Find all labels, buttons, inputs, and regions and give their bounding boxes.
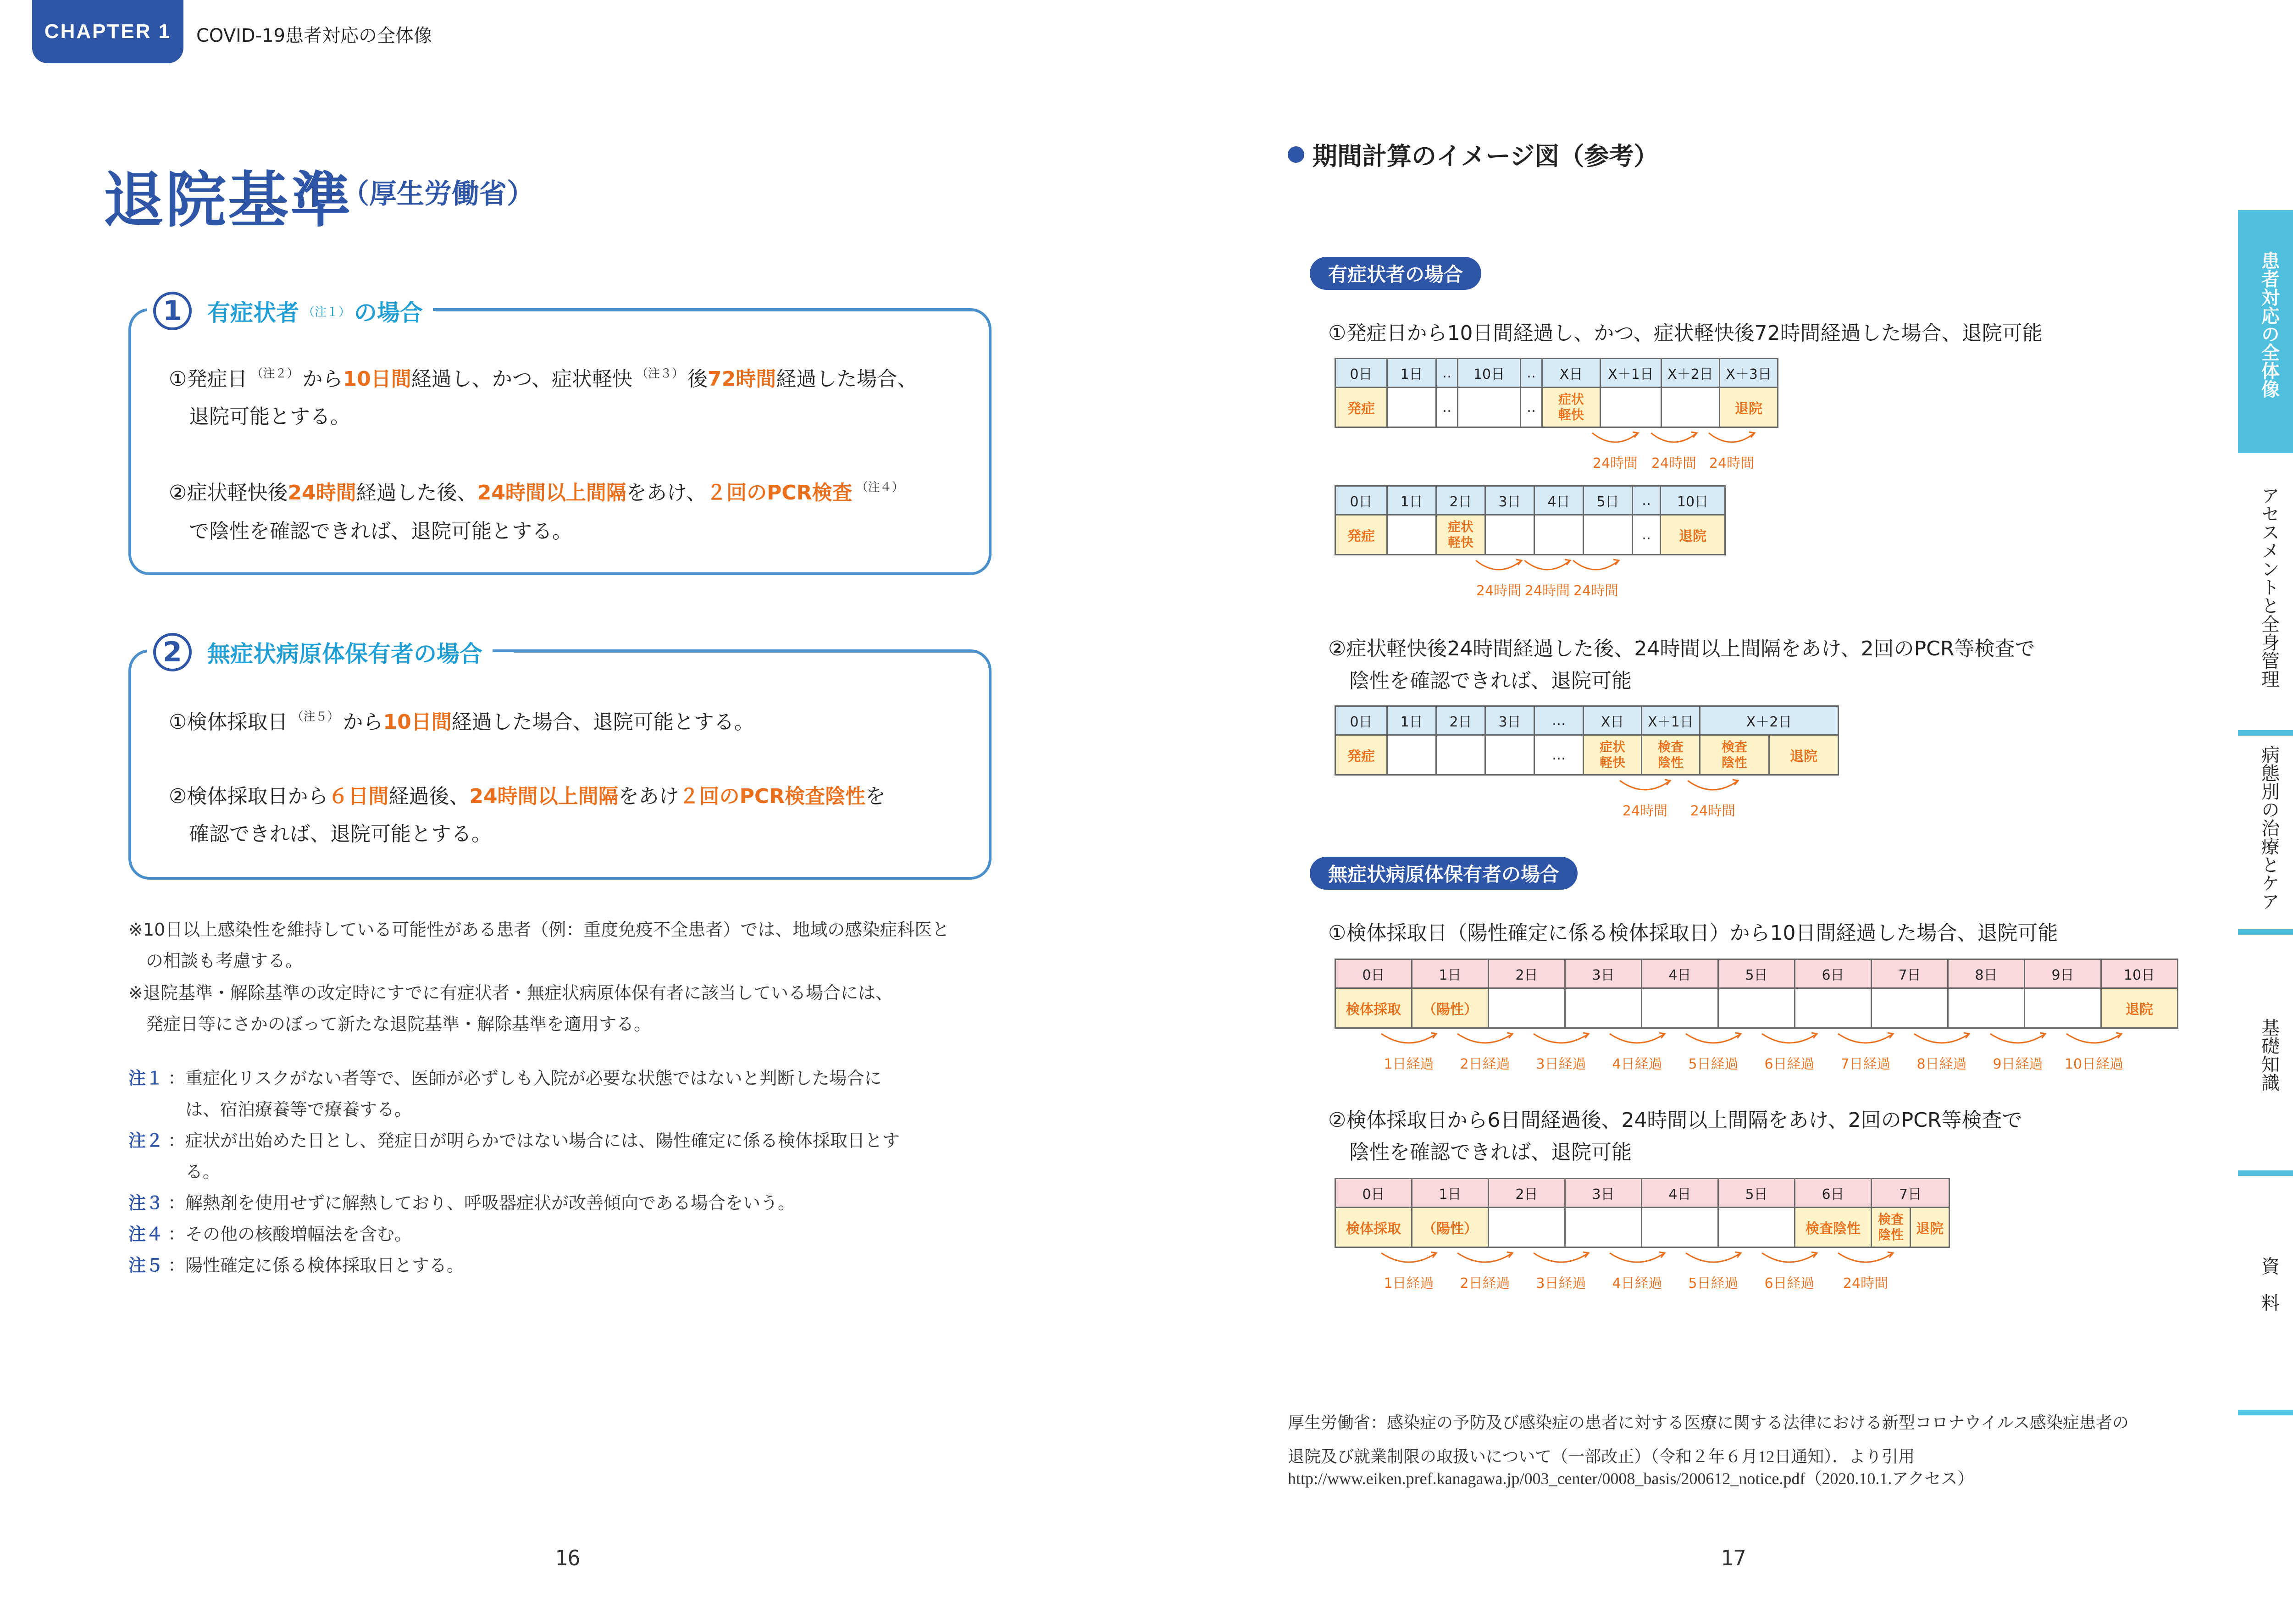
day-header-cell: 10日 [1661, 486, 1725, 515]
footnote-text: ：症状が出始めた日とし、発症日が明らかではない場合には、陽性確定に係る検体採取日とす [168, 1131, 900, 1151]
side-tab-basics[interactable] [2238, 972, 2293, 1156]
event-cell [1534, 515, 1584, 555]
event-cell [1436, 735, 1485, 775]
footnote-line [128, 1064, 991, 1095]
side-tab-label: 患者対応の全体像 [2258, 251, 2280, 398]
body-text: をあけ、 [626, 481, 707, 504]
day-header-cell: 4日 [1534, 486, 1584, 515]
interval-arc [1381, 1253, 1436, 1262]
interval-label: 3日経過 [1536, 1056, 1586, 1072]
side-tab-overview[interactable] [2238, 210, 2293, 453]
day-header-cell: X＋2日 [1662, 359, 1720, 388]
event-cell [1584, 515, 1633, 555]
event-cell [1489, 988, 1565, 1028]
symptomatic-case2-title-b: 陰性を確認できれば、退院可能 [1349, 669, 1632, 693]
body-text: 経過した場合、退院可能とする。 [451, 710, 754, 734]
highlight-text: ２回のPCR検査陰性 [679, 785, 866, 808]
interval-label: 24時間 [1592, 455, 1638, 471]
day-header-cell: ‥ [1521, 359, 1542, 388]
interval-label: 2日経過 [1460, 1056, 1510, 1072]
footnote-label: 注５ [128, 1255, 164, 1275]
highlight-text: 72時間 [707, 367, 776, 391]
event-cell [2025, 988, 2101, 1028]
diagram-heading-text: 期間計算のイメージ図（参考） [1313, 142, 1659, 171]
event-cell: 検体採取 [1335, 1208, 1412, 1247]
event-cell: ‥ [1521, 388, 1542, 427]
timeline-table-4 [1335, 959, 2178, 1029]
page-number-right: 17 [1721, 1546, 1746, 1570]
event-cell: 発症 [1335, 515, 1387, 555]
asymptomatic-pill: 無症状病原体保有者の場合 [1310, 857, 1578, 890]
interval-label: 6日経過 [1764, 1056, 1815, 1072]
interval-label: 7日経過 [1840, 1056, 1891, 1072]
body-text: を [865, 785, 886, 808]
remark-line: の相談も考慮する。 [128, 951, 303, 971]
highlight-text: 24時間以上間隔 [477, 481, 626, 504]
symptomatic-case1-title: ①発症日から10日間経過し、かつ、症状軽快後72時間経過した場合、退院可能 [1328, 321, 2043, 345]
footnote-line [128, 1220, 991, 1251]
box2-header [147, 629, 493, 675]
day-header-cell: 4日 [1642, 959, 1718, 988]
interval-arc [1838, 1034, 1893, 1043]
event-cell: 退院 [1911, 1208, 1950, 1247]
day-header-cell: 5日 [1718, 1179, 1795, 1208]
day-header-cell: X日 [1584, 706, 1642, 735]
interval-label: 6日経過 [1764, 1275, 1815, 1291]
box1-title-b: の場合 [354, 299, 423, 326]
day-header-cell: ‥ [1633, 486, 1661, 515]
highlight-text: ６日間 [328, 785, 389, 808]
footnote-line [128, 1158, 991, 1189]
day-header-cell: 7日 [1872, 959, 1948, 988]
footnote-line [128, 1126, 991, 1158]
timeline-table-2 [1335, 485, 1726, 555]
side-tab-label: 病態別の治療とケア [2258, 745, 2280, 910]
event-cell [1565, 1208, 1642, 1247]
day-header-cell: 6日 [1795, 1179, 1872, 1208]
footnote-text: ：重症化リスクがない者等で、医師が必ずしも入院が必要な状態ではないと判断した場合に [168, 1068, 882, 1088]
day-header-cell: 0日 [1335, 486, 1387, 515]
body-text: 経過し、かつ、症状軽快 [411, 367, 632, 391]
interval-label: 24時間 [1843, 1275, 1889, 1291]
event-cell [1458, 388, 1521, 427]
side-tab-assessment[interactable] [2238, 477, 2293, 693]
event-cell: 症状 軽快 [1584, 735, 1642, 775]
footnote-text: ：解熱剤を使用せずに解熱しており、呼吸器症状が改善傾向である場合をいう。 [168, 1193, 796, 1213]
day-header-cell: 8日 [1948, 959, 2025, 988]
day-header-cell: 1日 [1387, 706, 1436, 735]
interval-arc [1651, 433, 1697, 442]
interval-label: 24時間 [1524, 583, 1570, 599]
diagram-heading [1288, 137, 1658, 172]
timeline-table-3 [1335, 705, 1839, 776]
event-cell: 発症 [1335, 388, 1387, 427]
interval-arcs-5 [1330, 1251, 1972, 1302]
day-header-cell: 5日 [1718, 959, 1795, 988]
interval-arcs-3 [1330, 779, 1880, 829]
page-subtitle: （厚生労働省） [342, 178, 534, 210]
body-text: ②検体採取日から [169, 785, 328, 808]
side-tab-label: 基礎知識 [2258, 1018, 2280, 1092]
event-cell: 検査陰性 [1795, 1208, 1872, 1247]
interval-arc [1686, 1253, 1741, 1262]
interval-label: 8日経過 [1916, 1056, 1967, 1072]
interval-label: 1日経過 [1384, 1275, 1434, 1291]
event-cell [1485, 515, 1534, 555]
box2-line-3 [169, 780, 886, 809]
day-header-cell: X日 [1542, 359, 1601, 388]
chapter-tab: CHAPTER 1 [32, 0, 183, 63]
event-cell [1662, 388, 1720, 427]
event-cell: ‥ [1436, 388, 1458, 427]
day-header-cell: 9日 [2025, 959, 2101, 988]
side-tab-disease-care[interactable] [2238, 738, 2293, 940]
page-number-left: 16 [555, 1546, 581, 1570]
timeline-table-1 [1335, 358, 1778, 428]
interval-arcs-4 [1330, 1032, 2201, 1082]
footnote-line [128, 1189, 991, 1220]
footnote-ref: （注４） [856, 481, 904, 494]
event-cell: … [1534, 735, 1584, 775]
event-cell: 検査 陰性 [1700, 735, 1769, 775]
highlight-text: 24時間 [288, 481, 356, 504]
interval-label: 4日経過 [1612, 1056, 1662, 1072]
event-cell [1795, 988, 1872, 1028]
interval-arc [1610, 1034, 1665, 1043]
event-cell [1387, 515, 1436, 555]
event-cell [1642, 988, 1718, 1028]
interval-label: 24時間 [1476, 583, 1522, 599]
box1-line-3 [169, 476, 908, 505]
reference-line: 退院及び就業制限の取扱いについて（一部改正）（令和２年６月12日通知）．より引用 [1288, 1447, 1915, 1466]
event-cell [1642, 1208, 1718, 1247]
footnote-ref: （注３） [636, 367, 684, 381]
remark-line: 発症日等にさかのぼって新たな退院基準・解除基準を適用する。 [128, 1014, 652, 1034]
day-header-cell: ‥ [1436, 359, 1458, 388]
interval-label: 5日経過 [1688, 1056, 1739, 1072]
body-text: 後 [687, 367, 708, 391]
highlight-text: 24時間以上間隔 [469, 785, 619, 808]
reference-url: http://www.eiken.pref.kanagawa.jp/003_center/0008_basis/200612_notice.pdf（2020.10.1.アクセス） [1288, 1469, 1974, 1488]
interval-arc [1686, 1034, 1741, 1043]
interval-label: 1日経過 [1384, 1056, 1434, 1072]
symptomatic-case2-title-a: ②症状軽快後24時間経過した後、24時間以上間隔をあけ、2回のPCR等検査で [1328, 637, 2035, 660]
event-cell: 検査 陰性 [1642, 735, 1700, 775]
footnote-ref: （注２） [251, 367, 299, 381]
interval-arc [1592, 433, 1638, 442]
box1-header [147, 288, 433, 334]
footnote-line [128, 1251, 991, 1282]
day-header-cell: X＋2日 [1700, 706, 1839, 735]
day-header-cell: 4日 [1642, 1179, 1718, 1208]
interval-arc [1709, 433, 1755, 442]
day-header-cell: 2日 [1436, 486, 1485, 515]
interval-arc [2066, 1034, 2121, 1043]
body-text: 経過後、 [388, 785, 470, 808]
day-header-cell: 6日 [1795, 959, 1872, 988]
event-cell: （陽性） [1412, 1208, 1489, 1247]
box1-title-sup: （注１） [303, 305, 351, 319]
day-header-cell: 3日 [1565, 959, 1642, 988]
day-header-cell: 1日 [1412, 959, 1489, 988]
event-cell: 症状 軽快 [1542, 388, 1601, 427]
symptomatic-pill: 有症状者の場合 [1310, 257, 1481, 290]
side-tab-divider [2238, 1410, 2293, 1415]
day-header-cell: X＋1日 [1601, 359, 1662, 388]
footnote-text: ：その他の核酸増幅法を含む。 [168, 1224, 412, 1244]
event-cell: 退院 [2101, 988, 2178, 1028]
event-cell [1718, 988, 1795, 1028]
day-header-cell: 0日 [1335, 1179, 1412, 1208]
interval-arc [1573, 560, 1619, 570]
box1-number: 1 [153, 292, 192, 330]
body-text: ②症状軽快後 [169, 481, 288, 504]
event-cell: 退院 [1720, 388, 1778, 427]
day-header-cell: 1日 [1412, 1179, 1489, 1208]
box1-title-a: 有症状者 [207, 299, 299, 326]
interval-label: 24時間 [1573, 583, 1619, 599]
interval-label: 24時間 [1709, 455, 1755, 471]
event-cell [1601, 388, 1662, 427]
event-cell: 検体採取 [1335, 988, 1412, 1028]
event-cell [1565, 988, 1642, 1028]
box1-line-4: で陰性を確認できれば、退院可能とする。 [189, 520, 572, 543]
event-cell: 退院 [1661, 515, 1725, 555]
interval-label: 3日経過 [1536, 1275, 1586, 1291]
event-cell [1387, 388, 1436, 427]
asymptomatic-case2-title-b: 陰性を確認できれば、退院可能 [1349, 1141, 1632, 1164]
interval-arc [1762, 1034, 1817, 1043]
body-text: ①検体採取日 [169, 710, 288, 734]
event-cell: 発症 [1335, 735, 1387, 775]
interval-arc [1914, 1034, 1969, 1043]
interval-arc [1381, 1034, 1436, 1043]
day-header-cell: 0日 [1335, 359, 1387, 388]
day-header-cell: 3日 [1565, 1179, 1642, 1208]
box1-line-1 [169, 362, 917, 392]
interval-label: 4日経過 [1612, 1275, 1662, 1291]
box2-title: 無症状病原体保有者の場合 [207, 641, 482, 667]
footnote-label: 注１ [128, 1068, 164, 1088]
interval-arc [1476, 560, 1522, 570]
box2-number: 2 [153, 633, 192, 671]
highlight-text: 10日間 [343, 367, 411, 391]
interval-arc [1762, 1253, 1817, 1262]
event-cell: 退院 [1769, 735, 1839, 775]
interval-label: 9日経過 [1993, 1056, 2043, 1072]
interval-arc [1838, 1253, 1893, 1262]
interval-label: 10日経過 [2064, 1056, 2124, 1072]
day-header-cell: 2日 [1489, 959, 1565, 988]
remark-line: ※退院基準・解除基準の改定時にすでに有症状者・無症状病原体保有者に該当している場合には、 [128, 983, 893, 1003]
footnotes [128, 1064, 991, 1282]
day-header-cell: 10日 [2101, 959, 2178, 988]
interval-label: 24時間 [1651, 455, 1697, 471]
page-title: 退院基準 [103, 165, 353, 236]
interval-label: 5日経過 [1688, 1275, 1739, 1291]
day-header-cell: 3日 [1485, 486, 1534, 515]
body-text: 経過した後、 [356, 481, 477, 504]
side-tab-divider [2238, 929, 2293, 935]
body-text: をあけ [618, 785, 679, 808]
box2-line-1 [169, 705, 754, 735]
day-header-cell: 10日 [1458, 359, 1521, 388]
side-tab-divider [2238, 730, 2293, 736]
body-text: 経過した場合、 [776, 367, 918, 391]
box1-title-rule [436, 309, 977, 311]
event-cell [1718, 1208, 1795, 1247]
timeline-table-5 [1335, 1178, 1950, 1248]
interval-arc [1524, 560, 1570, 570]
footnote-text: は、宿泊療養等で療養する。 [168, 1099, 412, 1120]
day-header-cell: 0日 [1335, 706, 1387, 735]
day-header-cell: 1日 [1387, 486, 1436, 515]
remark-line: ※10日以上感染性を維持している可能性がある患者（例：重度免疫不全患者）では、地域の感染症科医と [128, 920, 950, 940]
footnote-label: 注２ [128, 1131, 164, 1151]
interval-label: 24時間 [1622, 803, 1668, 819]
footnote-text: ：陽性確定に係る検体採取日とする。 [168, 1255, 465, 1275]
side-tab-label: 資 料 [2258, 1257, 2280, 1312]
bullet-icon [1288, 146, 1304, 163]
event-cell: 症状 軽快 [1436, 515, 1485, 555]
day-header-cell: 7日 [1872, 1179, 1950, 1208]
footnote-label: 注３ [128, 1193, 164, 1213]
asymptomatic-case1-title: ①検体採取日（陽性確定に係る検体採取日）から10日間経過した場合、退院可能 [1328, 921, 2058, 945]
interval-arc [1620, 781, 1670, 790]
asymptomatic-case2-title-a: ②検体採取日から6日間経過後、24時間以上間隔をあけ、2回のPCR等検査で [1328, 1109, 2022, 1132]
footnote-label: 注４ [128, 1224, 164, 1244]
day-header-cell: 5日 [1584, 486, 1633, 515]
event-cell [1387, 735, 1436, 775]
day-header-cell: 2日 [1489, 1179, 1565, 1208]
side-tab-label: アセスメントと全身管理 [2258, 486, 2280, 688]
interval-arc [1534, 1034, 1589, 1043]
interval-arc [1457, 1034, 1512, 1043]
day-header-cell: X＋1日 [1642, 706, 1700, 735]
event-cell [1485, 735, 1534, 775]
interval-arc [1688, 781, 1738, 790]
day-header-cell: 1日 [1387, 359, 1436, 388]
chapter-title: COVID-19患者対応の全体像 [196, 25, 432, 46]
event-cell [1489, 1208, 1565, 1247]
interval-arc [1457, 1253, 1512, 1262]
event-cell: （陽性） [1412, 988, 1489, 1028]
footnote-text: る。 [168, 1162, 221, 1182]
box2-title-rule [514, 650, 977, 653]
footnote-ref: （注５） [291, 710, 339, 724]
body-text: ①発症日 [169, 367, 248, 391]
box2-line-4: 確認できれば、退院可能とする。 [189, 822, 492, 846]
day-header-cell: 2日 [1436, 706, 1485, 735]
highlight-text: ２回のPCR検査 [706, 481, 853, 504]
side-tab-materials[interactable] [2238, 1211, 2293, 1394]
interval-arc [1534, 1253, 1589, 1262]
side-tab-divider [2238, 1170, 2293, 1176]
interval-label: 2日経過 [1460, 1275, 1510, 1291]
interval-arcs-1 [1330, 431, 1834, 482]
footnote-line [128, 1095, 991, 1126]
interval-arcs-2 [1330, 559, 1834, 609]
event-cell [1872, 988, 1948, 1028]
event-cell: 検査 陰性 [1872, 1208, 1911, 1247]
day-header-cell: 0日 [1335, 959, 1412, 988]
interval-label: 24時間 [1690, 803, 1736, 819]
reference-line: 厚生労働省：感染症の予防及び感染症の患者に対する医療に関する法律における新型コロナウイルス感染症患者の [1288, 1413, 2129, 1432]
body-text: から [343, 710, 383, 734]
event-cell [1948, 988, 2025, 1028]
interval-arc [1990, 1034, 2045, 1043]
day-header-cell: X＋3日 [1720, 359, 1778, 388]
highlight-text: 10日間 [383, 710, 452, 734]
day-header-cell: 3日 [1485, 706, 1534, 735]
body-text: から [302, 367, 343, 391]
event-cell: ‥ [1633, 515, 1661, 555]
day-header-cell: … [1534, 706, 1584, 735]
interval-arc [1610, 1253, 1665, 1262]
box1-line-2: 退院可能とする。 [189, 405, 350, 428]
